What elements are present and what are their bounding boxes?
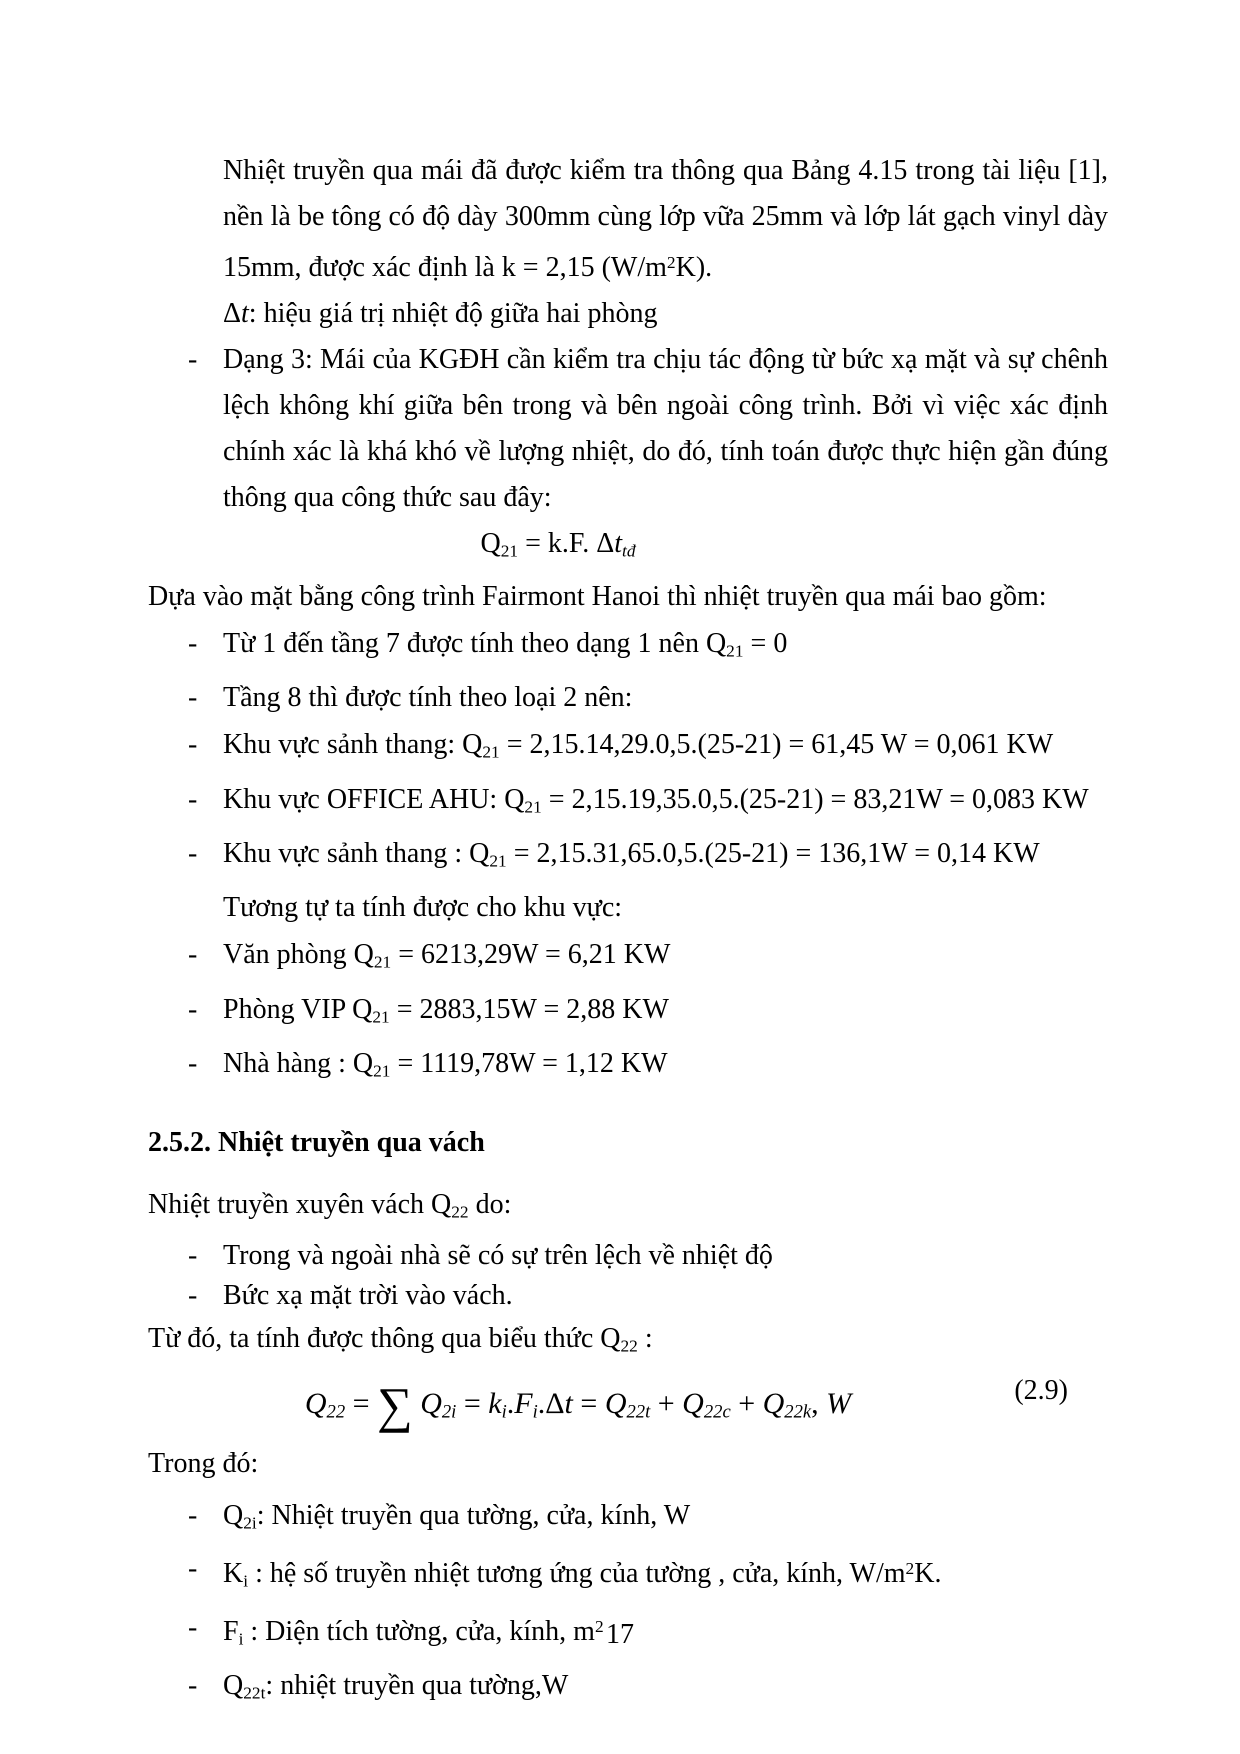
list-item (148, 1276, 1108, 1316)
paragraph-dua-vao: Dựa vào mặt bằng công trình Fairmont Hanoi thì nhiệt truyền qua mái bao gồm: (148, 581, 1047, 613)
formula-q21 (148, 521, 968, 574)
bullet-dash: - (188, 993, 198, 1025)
bullet-dash: - (188, 1048, 198, 1080)
bullet-dash: - (188, 1239, 198, 1271)
list-item-text: Văn phòng Q21 = 6213,29W = 6,21 KW (223, 939, 671, 972)
list-item-text: Ki : hệ số truyền nhiệt tương ứng của tường , cửa, kính, $W/m^2K$. (223, 1558, 942, 1591)
list-symbol-definitions (148, 1493, 1108, 1716)
list-item (148, 721, 1108, 775)
list-item (148, 1040, 1108, 1094)
list-item-text: Trong và ngoài nhà sẽ có sự trên lệch về nhiệt độ (223, 1239, 773, 1271)
equation-number: (2.9) (1014, 1375, 1068, 1407)
list-item (148, 1236, 1108, 1276)
list-item (148, 776, 1108, 830)
list-item-text: Tương tự ta tính được cho khu vực: (223, 892, 623, 924)
bullet-dash: - (188, 628, 198, 660)
list-item (148, 830, 1108, 884)
bullet-dash: - (188, 1279, 198, 1311)
list-item (148, 1663, 1108, 1716)
paragraph-delta-t: Δt: hiệu giá trị nhiệt độ giữa hai phòng (223, 297, 658, 329)
equation-2-9 (148, 1369, 1108, 1441)
bullet-dash: - (188, 783, 198, 815)
bullet-dash: - (188, 838, 198, 870)
list-item-text: Q22t: nhiệt truyền qua tường,W (223, 1669, 569, 1702)
page-content (148, 148, 1108, 1716)
paragraph-tu-do: Từ đó, ta tính được thông qua biểu thức Q22 : (148, 1322, 653, 1356)
list-item-text: Từ 1 đến tầng 7 được tính theo dạng 1 nên Q21 = 0 (223, 628, 788, 661)
paragraph-trong-do: Trong đó: (148, 1448, 259, 1480)
bullet-dash: - (188, 343, 198, 375)
list-wall-causes (148, 1236, 1108, 1316)
list-item-dang3 (148, 337, 1108, 521)
equation-body: Q22 = ∑ Q2i = ki.Fi.Δt = Q22t + Q22c + Q22k, W (304, 1376, 852, 1433)
bullet-dash: - (188, 1500, 198, 1532)
bullet-dash: - (188, 682, 198, 714)
list-item (148, 620, 1108, 674)
list-item (148, 674, 1108, 721)
list-item-continuation (148, 884, 1108, 931)
formula-q21-body: Q21 = k.F. Δttđ (480, 527, 636, 561)
page-number: 17 (606, 1619, 634, 1650)
section-heading-2-5-2: 2.5.2. Nhiệt truyền qua vách (148, 1127, 485, 1159)
list-item-text: Khu vực OFFICE AHU: Q21 = 2,15.19,35.0,5.(25-21) = 83,21W = 0,083 KW (223, 783, 1089, 817)
list-item-text: Phòng VIP Q21 = 2883,15W = 2,88 KW (223, 993, 669, 1027)
list-item (148, 1546, 1108, 1604)
paragraph-roof-heat: Nhiệt truyền qua mái đã được kiểm tra thông qua Bảng 4.15 trong tài liệu [1], nền là be tông có độ dày 300mm cùng lớp vữa 25mm và lớp lát gạch vinyl dày 15mm, được xác định là k = 2,15 $(W/m^2K)$. (223, 155, 1108, 283)
bullet-dash: - (188, 1669, 198, 1701)
bullet-dash: - (188, 1611, 198, 1643)
paragraph-q22-intro: Nhiệt truyền xuyên vách Q22 do: (148, 1189, 512, 1222)
list-item (148, 986, 1108, 1040)
bullet-dash: - (188, 729, 198, 761)
list-roof-items (148, 620, 1108, 1094)
list-item-text: Nhà hàng : Q21 = 1119,78W = 1,12 KW (223, 1048, 668, 1081)
list-item-text: Q2i: Nhiệt truyền qua tường, cửa, kính, W (223, 1500, 691, 1533)
list-item (148, 1493, 1108, 1546)
list-item-text: Bức xạ mặt trời vào vách. (223, 1279, 513, 1311)
list-item-text: Dạng 3: Mái của KGĐH cần kiểm tra chịu tác động từ bức xạ mặt và sự chênh lệch không khí giữa bên trong và bên ngoài công trình. Bởi vì việc xác định chính xác là khá khó về lượng nhiệt, do đó, tính toán được thực hiện gần đúng thông qua công thức sau đây: (223, 343, 1108, 513)
bullet-dash: - (188, 939, 198, 971)
list-item-text: Tầng 8 thì được tính theo loại 2 nên: (223, 682, 633, 714)
list-item-text: Fi : Diện tích tường, cửa, kính, $m^2$ (223, 1616, 604, 1649)
list-item-text: Khu vực sảnh thang: Q21 = 2,15.14,29.0,5.(25-21) = 61,45 W = 0,061 KW (223, 729, 1054, 762)
bullet-dash: - (188, 1553, 198, 1585)
list-item-text: Khu vực sảnh thang : Q21 = 2,15.31,65.0,5.(25-21) = 136,1W = 0,14 KW (223, 838, 1040, 871)
list-item (148, 931, 1108, 985)
